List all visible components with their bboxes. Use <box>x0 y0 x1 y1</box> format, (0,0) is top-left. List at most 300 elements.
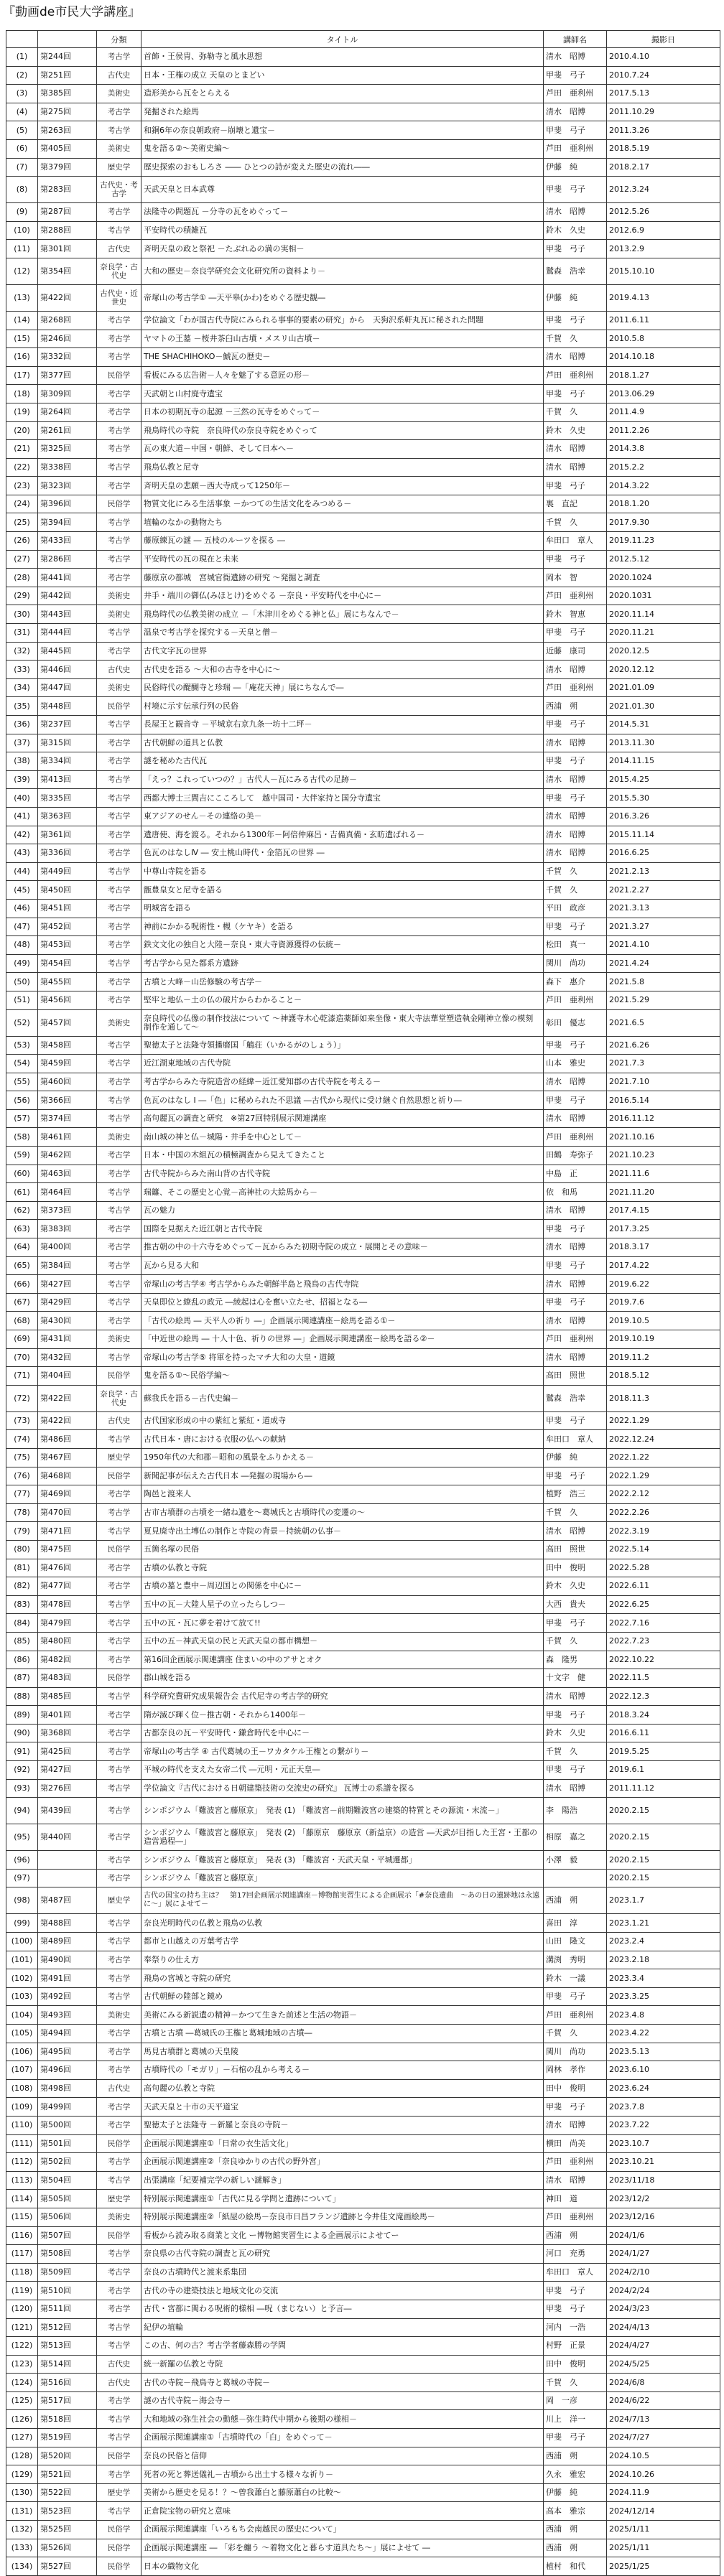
recording-date: 2021.11.20 <box>607 1183 720 1202</box>
lecture-title: 瑞籬、そこの歴史と心覚－高神社の大絵馬から－ <box>141 1183 544 1202</box>
table-row <box>6 1651 720 1669</box>
speaker-name: 西浦 朔 <box>544 2447 607 2465</box>
lecture-title: シンポジウム「難波宮と藤原京」 発表 (2) 「藤原京 藤原京（新益京）の造営 ―天武が目指した王宮・王都の造営過程―」 <box>141 1824 544 1851</box>
row-number: (74) <box>6 1430 38 1449</box>
recording-date: 2016.3.26 <box>607 807 720 826</box>
recording-date: 2013.2.9 <box>607 240 720 258</box>
lecture-title: 五中の五－神武天皇の民と天武天皇の都市構想－ <box>141 1632 544 1651</box>
row-number: (20) <box>6 421 38 440</box>
table-row <box>6 1220 720 1238</box>
speaker-name: 関川 尚功 <box>544 2043 607 2061</box>
lecture-title: 古墳と大峰－山岳修験の考古学－ <box>141 973 544 991</box>
episode-number: 第264回 <box>38 403 97 421</box>
episode-number: 第486回 <box>38 1430 97 1449</box>
table-row <box>6 103 720 121</box>
category: 歴史学 <box>97 1448 141 1467</box>
recording-date: 2014.3.8 <box>607 440 720 459</box>
lecture-title: 五箇名塚の民俗 <box>141 1540 544 1559</box>
speaker-name: 千賀 久 <box>544 1632 607 1651</box>
recording-date: 2024/7/13 <box>607 2410 720 2429</box>
recording-date: 2022.11.5 <box>607 1669 720 1688</box>
episode-number: 第373回 <box>38 1201 97 1220</box>
category: 考古学 <box>97 1312 141 1330</box>
category: 古代史 <box>97 2374 141 2392</box>
table-row <box>6 477 720 495</box>
row-number: (51) <box>6 991 38 1009</box>
lecture-title: 謎を秘めた古代瓦 <box>141 752 544 771</box>
table-row <box>6 2171 720 2190</box>
episode-number: 第494回 <box>38 2025 97 2043</box>
recording-date: 2023.6.24 <box>607 2079 720 2098</box>
episode-number: 第458回 <box>38 1036 97 1055</box>
row-number: (117) <box>6 2245 38 2264</box>
recording-date: 2022.12.3 <box>607 1687 720 1706</box>
category: 考古学 <box>97 642 141 661</box>
speaker-name: 伊藤 純 <box>544 2483 607 2502</box>
recording-date: 2023.4.8 <box>607 2006 720 2025</box>
table-row <box>6 2116 720 2134</box>
row-number: (63) <box>6 1220 38 1238</box>
lecture-title: THE SHACHIHOKO－鯱瓦の歴史－ <box>141 348 544 367</box>
lecture-title: 斉明天皇の政と祭祀 －たぶれゐの満の実相－ <box>141 240 544 258</box>
table-row <box>6 1367 720 1386</box>
row-number: (79) <box>6 1522 38 1541</box>
episode-number: 第475回 <box>38 1540 97 1559</box>
speaker-name: 清水 昭博 <box>544 203 607 222</box>
recording-date: 2021.11.6 <box>607 1165 720 1183</box>
table-row <box>6 1706 720 1725</box>
lecture-title: シンポジウム「難波宮と藤原京」 発表 (1) 「難波宮－前期難波宮の建築的特質とその源流・末流－」 <box>141 1798 544 1824</box>
lecture-title: 鬼を語る①～民俗学編～ <box>141 1367 544 1386</box>
lecture-title: 「古代の絵馬 ― 天平人の祈り ―」企画展示関連講座－絵馬を語る①－ <box>141 1312 544 1330</box>
category: 考古学 <box>97 1238 141 1257</box>
lecture-title: 埴輪のなかの動物たち <box>141 513 544 532</box>
episode-number: 第401回 <box>38 1706 97 1725</box>
row-number: (88) <box>6 1687 38 1706</box>
episode-number: 第464回 <box>38 1183 97 1202</box>
row-number: (32) <box>6 642 38 661</box>
episode-number: 第379回 <box>38 158 97 177</box>
table-row <box>6 1614 720 1633</box>
recording-date: 2024/1/6 <box>607 2226 720 2245</box>
recording-date: 2011.4.9 <box>607 403 720 421</box>
row-number: (115) <box>6 2208 38 2226</box>
speaker-name: 田中 俊明 <box>544 2079 607 2098</box>
recording-date: 2017.4.15 <box>607 1201 720 1220</box>
recording-date: 2024/4/27 <box>607 2337 720 2356</box>
speaker-name: 関川 尚功 <box>544 954 607 973</box>
recording-date: 2012.5.26 <box>607 203 720 222</box>
recording-date: 2024/1/27 <box>607 2245 720 2264</box>
speaker-name: 鈴木 久史 <box>544 421 607 440</box>
lecture-title: 第16回企画展示関連講座 住まいの中のアサとオク <box>141 1651 544 1669</box>
speaker-name: 清水 昭博 <box>544 1522 607 1541</box>
category: 美術史 <box>97 678 141 697</box>
speaker-name: 彰田 優志 <box>544 1009 607 1036</box>
recording-date: 2011.10.29 <box>607 103 720 121</box>
episode-number: 第288回 <box>38 221 97 240</box>
episode-number: 第447回 <box>38 678 97 697</box>
table-row <box>6 991 720 1009</box>
table-row <box>6 569 720 587</box>
speaker-name: 森下 惠介 <box>544 973 607 991</box>
episode-number: 第522回 <box>38 2483 97 2502</box>
category: 考古学 <box>97 2116 141 2134</box>
row-number: (12) <box>6 258 38 284</box>
category: 美術史 <box>97 2208 141 2226</box>
category: 考古学 <box>97 1632 141 1651</box>
recording-date: 2021.5.29 <box>607 991 720 1009</box>
page-title: 『動画de市民大学講座』 <box>3 5 141 19</box>
lecture-title: 明城宮を語る <box>141 899 544 918</box>
recording-date: 2024/5/25 <box>607 2355 720 2374</box>
episode-number: 第366回 <box>38 1091 97 1110</box>
speaker-name: 甲斐 弓子 <box>544 1987 607 2006</box>
table-row <box>6 2521 720 2539</box>
table-row <box>6 1851 720 1870</box>
category: 考古学 <box>97 1430 141 1449</box>
category: 考古学 <box>97 569 141 587</box>
episode-number: 第502回 <box>38 2153 97 2172</box>
recording-date: 2020.11.14 <box>607 605 720 624</box>
category: 美術史 <box>97 605 141 624</box>
category: 考古学 <box>97 2061 141 2080</box>
episode-number: 第427回 <box>38 1275 97 1294</box>
episode-number: 第431回 <box>38 1330 97 1349</box>
speaker-name: 村野 正景 <box>544 2337 607 2356</box>
recording-date: 2024/6/22 <box>607 2391 720 2410</box>
row-number: (11) <box>6 240 38 258</box>
category: 民俗学 <box>97 2557 141 2576</box>
category: 考古学 <box>97 1798 141 1824</box>
table-header-row <box>6 31 720 48</box>
category: 考古学 <box>97 807 141 826</box>
category: 美術史 <box>97 587 141 605</box>
episode-number: 第495回 <box>38 2043 97 2061</box>
episode-number: 第432回 <box>38 1348 97 1367</box>
episode-number: 第422回 <box>38 1385 97 1411</box>
lecture-title: 村境に示す伝承行列の民俗 <box>141 697 544 716</box>
table-row <box>6 1256 720 1275</box>
category: 考古学 <box>97 1987 141 2006</box>
table-row <box>6 1293 720 1312</box>
speaker-name: 甲斐 弓子 <box>544 918 607 936</box>
table-row <box>6 1987 720 2006</box>
lecture-title: 民俗時代の醍醐寺と珍瑞 ―「庵花天神」展にちなんで― <box>141 678 544 697</box>
table-row <box>6 1330 720 1349</box>
category: 考古学 <box>97 2098 141 2117</box>
recording-date: 2020.2.15 <box>607 1851 720 1870</box>
speaker-name: 清水 昭博 <box>544 1779 607 1798</box>
row-number: (123) <box>6 2355 38 2374</box>
table-row <box>6 1238 720 1257</box>
lecture-title: 南山城の神と仏－城陽・井手を中心として－ <box>141 1128 544 1147</box>
recording-date: 2023/12/16 <box>607 2208 720 2226</box>
category: 考古学 <box>97 1851 141 1870</box>
lecture-title: 古代・宮都に関わる呪術的様相 ―呪（まじない）と予言― <box>141 2300 544 2318</box>
speaker-name: 近藤 康司 <box>544 642 607 661</box>
speaker-name: 清水 昭博 <box>544 1312 607 1330</box>
recording-date: 2024/4/13 <box>607 2318 720 2337</box>
recording-date: 2015.10.10 <box>607 258 720 284</box>
category: 古代史 <box>97 2079 141 2098</box>
episode-number: 第429回 <box>38 1293 97 1312</box>
lecture-title: 新聞記事が伝えた古代日本 ―発掘の現場から― <box>141 1467 544 1485</box>
episode-number: 第459回 <box>38 1055 97 1073</box>
category: 考古学 <box>97 2391 141 2410</box>
recording-date: 2014.5.31 <box>607 716 720 734</box>
category: 考古学 <box>97 2337 141 2356</box>
table-row <box>6 1724 720 1742</box>
speaker-name: 甲斐 弓子 <box>544 177 607 203</box>
lecture-title: 考古学からみた寺院造営の経緯－近江愛知郡の古代寺院を考える－ <box>141 1073 544 1091</box>
lecture-title: 学位論文「わが国古代寺院にみられる事事的要素の研究」から 天狗沢系軒丸瓦に秘された問題 <box>141 311 544 330</box>
table-row <box>6 844 720 863</box>
table-row <box>6 2539 720 2557</box>
recording-date: 2021.5.8 <box>607 973 720 991</box>
row-number: (94) <box>6 1798 38 1824</box>
recording-date: 2018.3.17 <box>607 1238 720 1257</box>
lecture-title: 造形美から瓦をとらえる <box>141 85 544 103</box>
recording-date: 2023/12/2 <box>607 2190 720 2208</box>
speaker-name: 西浦 朔 <box>544 697 607 716</box>
table-row <box>6 421 720 440</box>
row-number: (77) <box>6 1485 38 1504</box>
episode-number: 第469回 <box>38 1485 97 1504</box>
category: 考古学 <box>97 918 141 936</box>
row-number: (34) <box>6 678 38 697</box>
episode-number: 第454回 <box>38 954 97 973</box>
episode-number: 第441回 <box>38 569 97 587</box>
category: 考古学 <box>97 1485 141 1504</box>
category: 考古学 <box>97 348 141 367</box>
row-number: (120) <box>6 2300 38 2318</box>
recording-date: 2018.1.27 <box>607 366 720 385</box>
category: 考古学 <box>97 1914 141 1933</box>
episode-number: 第251回 <box>38 66 97 85</box>
row-number: (38) <box>6 752 38 771</box>
episode-number: 第489回 <box>38 1933 97 1951</box>
speaker-name: 高本 雅宗 <box>544 2502 607 2521</box>
row-number: (109) <box>6 2098 38 2117</box>
episode-number: 第404回 <box>38 1367 97 1386</box>
lecture-title: 蘇我氏を語る－古代史編－ <box>141 1385 544 1411</box>
lecture-title: 長屋王と観音寺 －平城京右京九条一坊十二坪－ <box>141 716 544 734</box>
row-number: (57) <box>6 1109 38 1128</box>
episode-number: 第490回 <box>38 1951 97 1969</box>
speaker-name: 清水 昭博 <box>544 1275 607 1294</box>
speaker-name: 芦田 亜利州 <box>544 2153 607 2172</box>
table-row <box>6 2226 720 2245</box>
category: 考古学 <box>97 973 141 991</box>
table-row <box>6 1779 720 1798</box>
speaker-name: 川上 洋一 <box>544 2410 607 2429</box>
episode-number: 第334回 <box>38 752 97 771</box>
episode-number: 第335回 <box>38 789 97 808</box>
lecture-title: 紀伊の埴輪 <box>141 2318 544 2337</box>
recording-date: 2021.10.23 <box>607 1147 720 1165</box>
recording-date: 2017.4.22 <box>607 1256 720 1275</box>
table-row <box>6 1595 720 1614</box>
recording-date: 2023/11/18 <box>607 2171 720 2190</box>
episode-number: 第526回 <box>38 2539 97 2557</box>
category: 歴史学 <box>97 158 141 177</box>
speaker-name: 清水 昭博 <box>544 348 607 367</box>
category: 考古学 <box>97 862 141 881</box>
table-row <box>6 550 720 569</box>
speaker-name: 甲斐 弓子 <box>544 1036 607 1055</box>
speaker-name: 甲斐 弓子 <box>544 1706 607 1725</box>
table-row <box>6 2079 720 2098</box>
row-number: (2) <box>6 66 38 85</box>
category: 考古学 <box>97 1595 141 1614</box>
table-row <box>6 1275 720 1294</box>
row-number: (29) <box>6 587 38 605</box>
row-number: (100) <box>6 1933 38 1951</box>
episode-number: 第498回 <box>38 2079 97 2098</box>
speaker-name: 清水 昭博 <box>544 1687 607 1706</box>
episode-number: 第460回 <box>38 1073 97 1091</box>
lecture-title: 特別展示関連講座①「古代に見る学問と遺跡について」 <box>141 2190 544 2208</box>
lecture-title: 正倉院宝物の研究と意味 <box>141 2502 544 2521</box>
row-number: (67) <box>6 1293 38 1312</box>
lecture-title: 聖徳太子と法隆寺領播磨国「鵤荘（いかるがのしょう）」 <box>141 1036 544 1055</box>
recording-date: 2013.06.29 <box>607 385 720 403</box>
row-number: (1) <box>6 48 38 67</box>
category: 考古学 <box>97 2429 141 2447</box>
row-number: (78) <box>6 1503 38 1522</box>
table-row <box>6 2502 720 2521</box>
episode-number: 第521回 <box>38 2465 97 2484</box>
episode-number: 第461回 <box>38 1128 97 1147</box>
category: 考古学 <box>97 1256 141 1275</box>
lecture-title: 鬼を語る②～美術史編～ <box>141 139 544 158</box>
recording-date: 2021.01.09 <box>607 678 720 697</box>
category: 民俗学 <box>97 2539 141 2557</box>
row-number: (10) <box>6 221 38 240</box>
row-number: (43) <box>6 844 38 863</box>
recording-date: 2024/3/23 <box>607 2300 720 2318</box>
episode-number: 第446回 <box>38 661 97 679</box>
category: 考古学 <box>97 770 141 789</box>
table-row <box>6 2391 720 2410</box>
row-number: (69) <box>6 1330 38 1349</box>
speaker-name: 河口 充勇 <box>544 2245 607 2264</box>
episode-number: 第513回 <box>38 2337 97 2356</box>
recording-date: 2014.11.15 <box>607 752 720 771</box>
recording-date: 2020.12.12 <box>607 661 720 679</box>
speaker-name: 伊藤 純 <box>544 158 607 177</box>
episode-number: 第525回 <box>38 2521 97 2539</box>
episode-number: 第439回 <box>38 1798 97 1824</box>
table-row <box>6 605 720 624</box>
category: 古代史・考古学 <box>97 177 141 203</box>
episode-number: 第332回 <box>38 348 97 367</box>
category: 考古学 <box>97 421 141 440</box>
speaker-name: 千賀 久 <box>544 513 607 532</box>
row-number: (102) <box>6 1969 38 1988</box>
category: 考古学 <box>97 2025 141 2043</box>
episode-number: 第413回 <box>38 770 97 789</box>
row-number: (70) <box>6 1348 38 1367</box>
category: 考古学 <box>97 1522 141 1541</box>
recording-date: 2023.10.21 <box>607 2153 720 2172</box>
row-number: (26) <box>6 532 38 551</box>
episode-number: 第237回 <box>38 716 97 734</box>
episode-number: 第467回 <box>38 1448 97 1467</box>
row-number: (108) <box>6 2079 38 2098</box>
table-row <box>6 1055 720 1073</box>
row-number: (56) <box>6 1091 38 1110</box>
row-number: (14) <box>6 311 38 330</box>
row-number: (101) <box>6 1951 38 1969</box>
row-number: (19) <box>6 403 38 421</box>
lecture-title: 五中の瓦・瓦に夢を着けて放て!! <box>141 1614 544 1633</box>
recording-date: 2022.5.28 <box>607 1559 720 1577</box>
row-number: (25) <box>6 513 38 532</box>
row-number: (48) <box>6 936 38 955</box>
recording-date: 2023.2.18 <box>607 1951 720 1969</box>
recording-date: 2023.6.10 <box>607 2061 720 2080</box>
episode-number: 第427回 <box>38 1761 97 1780</box>
row-number: (116) <box>6 2226 38 2245</box>
header-category: 分類 <box>97 31 141 48</box>
lecture-title: 大和の歴史－奈良学研究会文化研究所の資料より－ <box>141 258 544 284</box>
lecture-title: 特別展示関連講座②「紙屋の絵馬－奈良市日昌フランジ遺跡と今井佳文滝画絵馬－ <box>141 2208 544 2226</box>
lecture-title: 古市古墳群の古墳を一緒ね遺を～葛城氏と古墳時代の変遷の～ <box>141 1503 544 1522</box>
episode-number: 第499回 <box>38 2098 97 2117</box>
category: 考古学 <box>97 881 141 900</box>
row-number: (132) <box>6 2521 38 2539</box>
episode-number: 第512回 <box>38 2318 97 2337</box>
table-row <box>6 2153 720 2172</box>
row-number: (27) <box>6 550 38 569</box>
table-row <box>6 1742 720 1761</box>
episode-number: 第470回 <box>38 1503 97 1522</box>
row-number: (53) <box>6 1036 38 1055</box>
recording-date: 2016.6.25 <box>607 844 720 863</box>
episode-number: 第452回 <box>38 918 97 936</box>
lecture-title: 近江湖東地域の古代寺院 <box>141 1055 544 1073</box>
table-row <box>6 2447 720 2465</box>
row-number: (89) <box>6 1706 38 1725</box>
speaker-name: 千賀 久 <box>544 2374 607 2392</box>
episode-number: 第394回 <box>38 513 97 532</box>
lecture-title: 謎の古代寺院－海会寺－ <box>141 2391 544 2410</box>
table-row <box>6 2318 720 2337</box>
table-row <box>6 458 720 477</box>
lecture-title: 藤原京の都城 宮城官衙遺跡の研究 ～発掘と調査 <box>141 569 544 587</box>
lecture-title: 飛鳥時代の寺院 奈良時代の奈良寺院をめぐって <box>141 421 544 440</box>
table-row <box>6 697 720 716</box>
category: 美術史 <box>97 139 141 158</box>
row-number: (96) <box>6 1851 38 1870</box>
row-number: (23) <box>6 477 38 495</box>
category: 民俗学 <box>97 2447 141 2465</box>
episode-number: 第283回 <box>38 177 97 203</box>
table-row <box>6 1430 720 1449</box>
category: 民俗学 <box>97 366 141 385</box>
category: 考古学 <box>97 1761 141 1780</box>
row-number: (92) <box>6 1761 38 1780</box>
lecture-title: 古代朝鮮の道具と仏教 <box>141 734 544 752</box>
speaker-name: 清水 昭博 <box>544 103 607 121</box>
recording-date: 2019.10.5 <box>607 1312 720 1330</box>
category: 考古学 <box>97 826 141 844</box>
lecture-title: 奈良光明時代の仏教と飛鳥の仏教 <box>141 1914 544 1933</box>
lecture-title: 奉祭りの仕え方 <box>141 1951 544 1969</box>
episode-number: 第338回 <box>38 458 97 477</box>
